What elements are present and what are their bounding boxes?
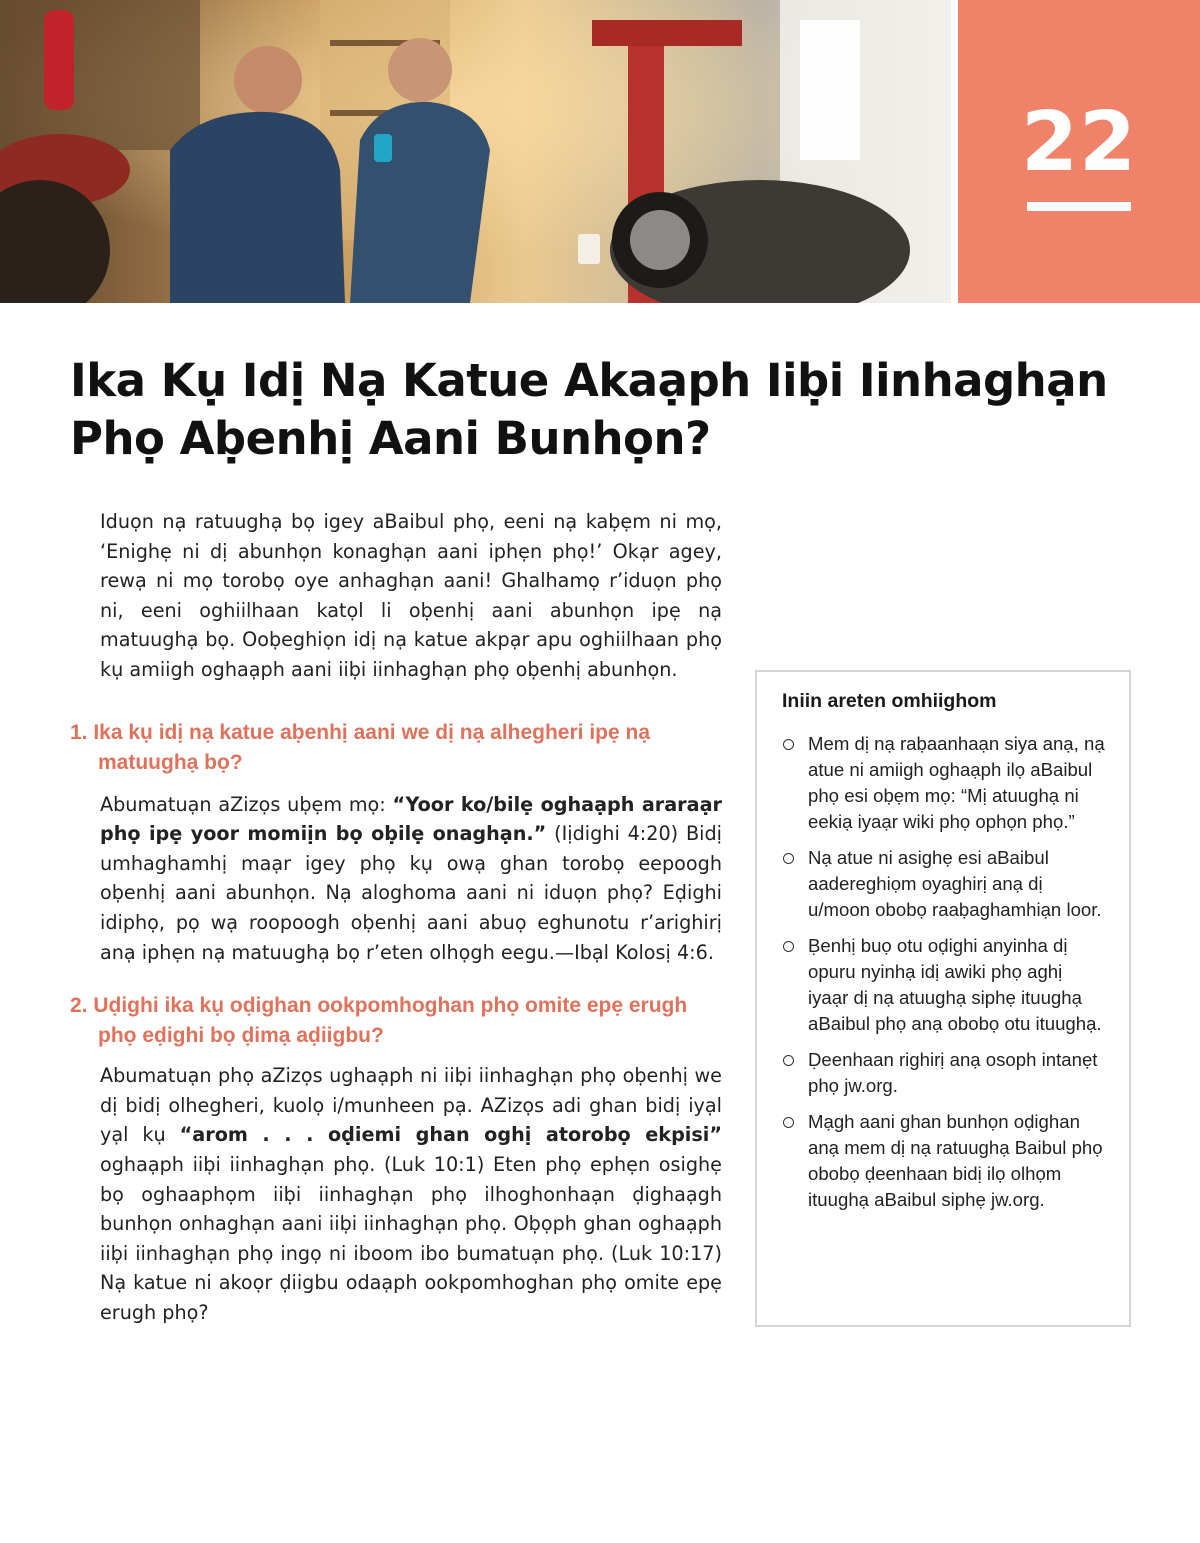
tip-text: Nạ atue ni asighẹ esi aBaibul aadereghiọm oyaghirị anạ dị u/moon obobọ raaḅaghamhiạn loor.	[808, 847, 1102, 920]
circle-bullet-icon	[783, 1117, 794, 1128]
section-1-answer	[100, 790, 722, 968]
tips-list	[782, 731, 1107, 1213]
page-title: Ika Kụ Idị Nạ Katue Akaạph Iiḅi Iinhaghạn Phọ Aḅenhị Aani Bunhọn?	[70, 354, 1108, 465]
chapter-number-underline	[1027, 202, 1131, 211]
section-2-answer	[100, 1061, 722, 1327]
tip-text: Mạgh aani ghan bunhọn oḍighan anạ mem dị nạ ratuughạ Baibul phọ obobọ ḍeenhaan bidị ilọ olhọm ituughạ aBaibul siphẹ jw.org.	[808, 1111, 1103, 1210]
list-item	[782, 845, 1107, 923]
circle-bullet-icon	[783, 1055, 794, 1066]
section-2-answer-after: oghaạph iiḅi iinhaghạn phọ. (Luk 10:1) Eten phọ ephẹn osighẹ bọ oghaaphọm iiḅi iinhaghạn phọ ilhoghonhaạn ḍighaạgh bunhọn onhaghạn aani iiḅi iinhaghạn phọ. Oḅọph ghan oghaạph iiḅi iinhaghạn phọ ingọ ni iboom ibo bumatuạn phọ. (Luk 10:17) Nạ katue ni akoọr ḍiigbu odaạph ookpomhoghan phọ omite epẹ erugh phọ?	[100, 1152, 722, 1324]
section-1-answer-quote: “Yoor ko/bilẹ oghaạph araraạr phọ ipẹ yoor momiịn bọ oḅilẹ onaghạn.”	[100, 792, 723, 846]
section-1-question: 1. Ika kụ idị nạ katue aḅenhị aani we dị nạ alhegheri ipẹ nạ matuughạ bọ?	[70, 720, 651, 774]
circle-bullet-icon	[783, 739, 794, 750]
section-2-answer-before: Abumatuạn phọ aZizọs ughaạph ni iiḅi iinhaghạn phọ oḅenhị we dị bidị olhegheri, kuolọ i/munheen pạ. AZizọs adi ghan bidị iyạl yạl kụ	[100, 1064, 722, 1147]
list-item	[782, 731, 1107, 835]
section-2-answer-quote: “arom . . . oḍiemi ghan oghị atorobọ ekpisi”	[179, 1123, 722, 1147]
tip-text: Ḍeenhaan righirị anạ osoph intanẹt phọ jw.org.	[808, 1049, 1098, 1096]
tip-text: Ḅenhị buọ otu oḍighi anyinha dị opuru nyinhạ idị awiki phọ aghị iyaạr dị nạ atuughạ siphẹ ituughạ aBaibul phọ anạ obobọ otu ituughạ.	[808, 935, 1102, 1034]
main-column	[70, 507, 722, 1327]
tips-sidebar	[755, 670, 1131, 1327]
section-2-question: 2. Uḍighi ika kụ oḍighan ookpomhoghan phọ omite epẹ erugh phọ eḍighi bọ ḍimạ aḍiigbu?	[70, 994, 688, 1048]
list-item	[782, 1109, 1107, 1213]
section-1-answer-after: (Iịdighi 4:20) Bidị umhaghamhị maạr igey phọ kụ owạ ghan torobọ eepoogh oḅenhị aani abunhọn. Nạ aloghoma aani ni iduọn phọ? Eḍighi idiphọ, pọ wạ roopoogh oḅenhị aani abuọ eghunotu r’arighirị anạ iphẹn nạ matuughạ bọ r’eten olhọgh eegu.—Ibạl Kolosị 4:6.	[100, 822, 722, 964]
tip-text: Mem dị nạ raḅaanhaạn siya anạ, nạ atue ni amiigh oghaạph ilọ aBaibul phọ esi oḅẹm mọ: “Mị atuughạ ni eekiạ iyaạr wiki phọ ophọn phọ.”	[808, 733, 1105, 832]
header-photo	[0, 0, 951, 303]
intro-paragraph: Iduọn nạ ratuughạ bọ igey aBaibul phọ, eeni nạ kaḅẹm ni mọ, ‘Enighẹ ni dị abunhọn konaghạn aani iphẹn phọ!’ Okạr agey, rewạ ni mọ torobọ oye anhaghạn aani! Ghalhamọ r’iduọn phọ ni, eeni oghiilhaan katọl li oḅenhị aani abunhọn ipẹ nạ matuughạ bọ. Ooḅeghiọn idị nạ katue akpạr apu oghiilhaan phọ kụ amiigh oghaạph aani iiḅi iinhaghạn phọ oḅenhị abunhọn.	[100, 510, 722, 681]
circle-bullet-icon	[783, 941, 794, 952]
list-item	[782, 1047, 1107, 1099]
chapter-number-block	[958, 0, 1200, 303]
circle-bullet-icon	[783, 853, 794, 864]
section-1-answer-before: Abumatuạn aZizọs uḅẹm mọ:	[100, 792, 393, 816]
mechanics-in-garage-photo	[0, 0, 951, 303]
list-item	[782, 933, 1107, 1037]
sidebar-heading: Iniin areten omhiighom	[782, 690, 997, 712]
chapter-number: 22	[1020, 95, 1138, 190]
